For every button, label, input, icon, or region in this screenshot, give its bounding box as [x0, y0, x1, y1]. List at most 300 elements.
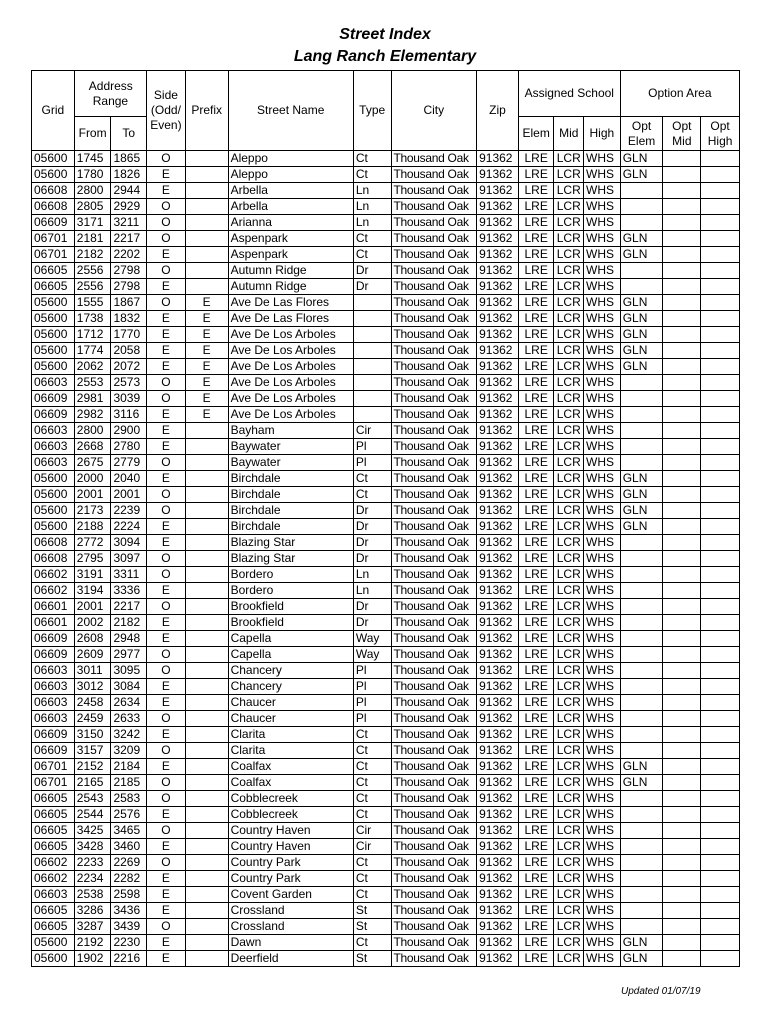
- opt-elem-cell: GLN: [620, 167, 663, 183]
- prefix-cell: [185, 599, 228, 615]
- zip-cell: 91362: [477, 871, 519, 887]
- prefix-cell: [185, 279, 228, 295]
- high-cell: WHS: [584, 327, 621, 343]
- high-cell: WHS: [584, 951, 621, 967]
- to-cell: 2633: [111, 711, 147, 727]
- opt-high-cell: [701, 167, 740, 183]
- from-cell: 2675: [74, 455, 111, 471]
- high-cell: WHS: [584, 647, 621, 663]
- type-cell: Cir: [353, 423, 391, 439]
- grid-cell: 06602: [32, 855, 75, 871]
- prefix-cell: [185, 471, 228, 487]
- opt-high-cell: [701, 823, 740, 839]
- street-name-cell: Birchdale: [228, 487, 353, 503]
- from-cell: 3011: [74, 663, 111, 679]
- high-cell: WHS: [584, 151, 621, 167]
- high-cell: WHS: [584, 311, 621, 327]
- prefix-cell: [185, 871, 228, 887]
- grid-cell: 06603: [32, 679, 75, 695]
- opt-high-cell: [701, 791, 740, 807]
- to-cell: 2217: [111, 599, 147, 615]
- street-name-cell: Deerfield: [228, 951, 353, 967]
- opt-elem-cell: [620, 567, 663, 583]
- side-cell: E: [147, 343, 186, 359]
- street-name-cell: Ave De Los Arboles: [228, 359, 353, 375]
- opt-mid-cell: [663, 583, 701, 599]
- opt-high-cell: [701, 567, 740, 583]
- opt-mid-cell: [663, 615, 701, 631]
- prefix-cell: [185, 439, 228, 455]
- opt-mid-cell: [663, 887, 701, 903]
- opt-mid-cell: [663, 807, 701, 823]
- prefix-cell: [185, 647, 228, 663]
- zip-cell: 91362: [477, 247, 519, 263]
- opt-elem-cell: [620, 695, 663, 711]
- zip-cell: 91362: [477, 551, 519, 567]
- city-cell: Thousand Oak: [391, 231, 477, 247]
- opt-mid-cell: [663, 935, 701, 951]
- opt-high-cell: [701, 311, 740, 327]
- high-cell: WHS: [584, 743, 621, 759]
- prefix-cell: [185, 151, 228, 167]
- type-cell: [353, 327, 391, 343]
- elem-cell: LRE: [518, 263, 554, 279]
- address-range-header: Address Range: [74, 71, 146, 117]
- type-cell: Ct: [353, 151, 391, 167]
- elem-cell: LRE: [518, 711, 554, 727]
- city-cell: Thousand Oak: [391, 743, 477, 759]
- street-name-cell: Crossland: [228, 903, 353, 919]
- mid-cell: LCR: [554, 343, 584, 359]
- prefix-cell: [185, 839, 228, 855]
- type-cell: Ct: [353, 935, 391, 951]
- mid-cell: LCR: [554, 583, 584, 599]
- table-row: [32, 759, 740, 775]
- opt-elem-cell: [620, 855, 663, 871]
- high-cell: WHS: [584, 855, 621, 871]
- from-cell: 2234: [74, 871, 111, 887]
- city-cell: Thousand Oak: [391, 183, 477, 199]
- city-cell: Thousand Oak: [391, 295, 477, 311]
- opt-elem-header: Opt Elem: [620, 117, 663, 151]
- zip-cell: 91362: [477, 599, 519, 615]
- high-cell: WHS: [584, 167, 621, 183]
- type-cell: [353, 375, 391, 391]
- prefix-cell: [185, 743, 228, 759]
- elem-cell: LRE: [518, 359, 554, 375]
- type-cell: Way: [353, 647, 391, 663]
- type-cell: Pl: [353, 455, 391, 471]
- opt-high-cell: [701, 215, 740, 231]
- zip-cell: 91362: [477, 647, 519, 663]
- grid-cell: 05600: [32, 295, 75, 311]
- to-cell: 3209: [111, 743, 147, 759]
- city-cell: Thousand Oak: [391, 551, 477, 567]
- table-row: [32, 855, 740, 871]
- opt-mid-header: Opt Mid: [663, 117, 701, 151]
- opt-elem-cell: [620, 711, 663, 727]
- to-cell: 2929: [111, 199, 147, 215]
- elem-cell: LRE: [518, 151, 554, 167]
- opt-mid-cell: [663, 711, 701, 727]
- from-cell: 2458: [74, 695, 111, 711]
- from-cell: 2668: [74, 439, 111, 455]
- zip-cell: 91362: [477, 199, 519, 215]
- grid-cell: 05600: [32, 359, 75, 375]
- prefix-cell: E: [185, 407, 228, 423]
- opt-elem-cell: [620, 631, 663, 647]
- zip-cell: 91362: [477, 391, 519, 407]
- opt-high-cell: [701, 439, 740, 455]
- table-row: [32, 263, 740, 279]
- opt-high-cell: [701, 759, 740, 775]
- to-cell: 1865: [111, 151, 147, 167]
- zip-cell: 91362: [477, 439, 519, 455]
- opt-high-cell: [701, 599, 740, 615]
- table-row: [32, 151, 740, 167]
- elem-cell: LRE: [518, 423, 554, 439]
- city-cell: Thousand Oak: [391, 311, 477, 327]
- zip-cell: 91362: [477, 743, 519, 759]
- zip-cell: 91362: [477, 631, 519, 647]
- zip-cell: 91362: [477, 935, 519, 951]
- opt-elem-cell: [620, 679, 663, 695]
- table-row: [32, 327, 740, 343]
- elem-cell: LRE: [518, 663, 554, 679]
- opt-mid-cell: [663, 327, 701, 343]
- side-cell: O: [147, 919, 186, 935]
- grid-cell: 06605: [32, 807, 75, 823]
- opt-high-cell: [701, 663, 740, 679]
- elem-cell: LRE: [518, 183, 554, 199]
- elem-cell: LRE: [518, 807, 554, 823]
- opt-elem-cell: GLN: [620, 231, 663, 247]
- table-row: [32, 455, 740, 471]
- prefix-cell: [185, 183, 228, 199]
- opt-high-header: Opt High: [701, 117, 740, 151]
- type-cell: Dr: [353, 551, 391, 567]
- mid-cell: LCR: [554, 695, 584, 711]
- type-cell: Ct: [353, 727, 391, 743]
- street-name-cell: Baywater: [228, 455, 353, 471]
- zip-cell: 91362: [477, 231, 519, 247]
- side-cell: E: [147, 727, 186, 743]
- elem-cell: LRE: [518, 311, 554, 327]
- elem-cell: LRE: [518, 743, 554, 759]
- street-name-cell: Bayham: [228, 423, 353, 439]
- table-row: [32, 823, 740, 839]
- mid-cell: LCR: [554, 423, 584, 439]
- high-cell: WHS: [584, 247, 621, 263]
- high-cell: WHS: [584, 567, 621, 583]
- from-cell: 2538: [74, 887, 111, 903]
- side-cell: O: [147, 503, 186, 519]
- prefix-cell: [185, 263, 228, 279]
- high-cell: WHS: [584, 263, 621, 279]
- opt-elem-cell: [620, 615, 663, 631]
- high-cell: WHS: [584, 551, 621, 567]
- mid-cell: LCR: [554, 839, 584, 855]
- to-cell: 1832: [111, 311, 147, 327]
- to-cell: 2779: [111, 455, 147, 471]
- opt-mid-cell: [663, 359, 701, 375]
- city-cell: Thousand Oak: [391, 615, 477, 631]
- grid-cell: 06603: [32, 695, 75, 711]
- from-cell: 2165: [74, 775, 111, 791]
- opt-high-cell: [701, 455, 740, 471]
- street-name-cell: Birchdale: [228, 519, 353, 535]
- table-row: [32, 775, 740, 791]
- high-cell: WHS: [584, 711, 621, 727]
- high-cell: WHS: [584, 343, 621, 359]
- mid-cell: LCR: [554, 327, 584, 343]
- table-row: [32, 647, 740, 663]
- city-cell: Thousand Oak: [391, 727, 477, 743]
- table-row: [32, 567, 740, 583]
- mid-cell: LCR: [554, 807, 584, 823]
- side-cell: O: [147, 151, 186, 167]
- mid-cell: LCR: [554, 519, 584, 535]
- from-cell: 2982: [74, 407, 111, 423]
- opt-mid-cell: [663, 151, 701, 167]
- to-cell: 2576: [111, 807, 147, 823]
- to-cell: 2780: [111, 439, 147, 455]
- zip-header: Zip: [477, 71, 519, 151]
- mid-cell: LCR: [554, 183, 584, 199]
- opt-high-cell: [701, 231, 740, 247]
- elem-cell: LRE: [518, 903, 554, 919]
- city-cell: Thousand Oak: [391, 807, 477, 823]
- from-cell: 3171: [74, 215, 111, 231]
- table-row: [32, 167, 740, 183]
- opt-elem-cell: [620, 823, 663, 839]
- city-cell: Thousand Oak: [391, 439, 477, 455]
- high-cell: WHS: [584, 663, 621, 679]
- side-cell: E: [147, 439, 186, 455]
- mid-cell: LCR: [554, 919, 584, 935]
- opt-elem-cell: GLN: [620, 759, 663, 775]
- grid-header: Grid: [32, 71, 75, 151]
- grid-cell: 06605: [32, 791, 75, 807]
- side-cell: O: [147, 663, 186, 679]
- opt-mid-cell: [663, 471, 701, 487]
- elem-cell: LRE: [518, 215, 554, 231]
- opt-high-cell: [701, 263, 740, 279]
- city-cell: Thousand Oak: [391, 487, 477, 503]
- opt-mid-cell: [663, 247, 701, 263]
- to-cell: 2217: [111, 231, 147, 247]
- to-cell: 3116: [111, 407, 147, 423]
- opt-high-cell: [701, 887, 740, 903]
- opt-elem-cell: GLN: [620, 951, 663, 967]
- to-cell: 1770: [111, 327, 147, 343]
- side-cell: O: [147, 455, 186, 471]
- elem-cell: LRE: [518, 631, 554, 647]
- table-row: [32, 519, 740, 535]
- side-cell: O: [147, 199, 186, 215]
- type-cell: [353, 295, 391, 311]
- mid-cell: LCR: [554, 471, 584, 487]
- type-cell: Pl: [353, 711, 391, 727]
- side-cell: O: [147, 551, 186, 567]
- mid-cell: LCR: [554, 743, 584, 759]
- side-cell: E: [147, 471, 186, 487]
- grid-cell: 06605: [32, 263, 75, 279]
- side-cell: E: [147, 631, 186, 647]
- mid-cell: LCR: [554, 407, 584, 423]
- side-cell: E: [147, 247, 186, 263]
- from-cell: 1902: [74, 951, 111, 967]
- opt-high-cell: [701, 951, 740, 967]
- zip-cell: 91362: [477, 375, 519, 391]
- opt-high-cell: [701, 375, 740, 391]
- mid-cell: LCR: [554, 199, 584, 215]
- prefix-cell: [185, 679, 228, 695]
- street-name-cell: Ave De Las Flores: [228, 295, 353, 311]
- mid-cell: LCR: [554, 247, 584, 263]
- street-name-cell: Aspenpark: [228, 231, 353, 247]
- from-cell: 2233: [74, 855, 111, 871]
- to-cell: 2598: [111, 887, 147, 903]
- side-cell: O: [147, 823, 186, 839]
- opt-high-cell: [701, 295, 740, 311]
- to-cell: 2269: [111, 855, 147, 871]
- city-cell: Thousand Oak: [391, 199, 477, 215]
- elem-cell: LRE: [518, 231, 554, 247]
- side-cell: O: [147, 215, 186, 231]
- table-row: [32, 439, 740, 455]
- opt-mid-cell: [663, 903, 701, 919]
- mid-cell: LCR: [554, 295, 584, 311]
- table-row: [32, 935, 740, 951]
- to-cell: 1826: [111, 167, 147, 183]
- zip-cell: 91362: [477, 695, 519, 711]
- opt-high-cell: [701, 247, 740, 263]
- zip-cell: 91362: [477, 167, 519, 183]
- high-cell: WHS: [584, 391, 621, 407]
- from-cell: 2192: [74, 935, 111, 951]
- prefix-cell: [185, 695, 228, 711]
- table-row: [32, 711, 740, 727]
- type-cell: Ct: [353, 775, 391, 791]
- table-row: [32, 631, 740, 647]
- street-name-cell: Chancery: [228, 679, 353, 695]
- type-cell: Pl: [353, 695, 391, 711]
- mid-cell: LCR: [554, 887, 584, 903]
- side-cell: O: [147, 647, 186, 663]
- zip-cell: 91362: [477, 775, 519, 791]
- high-cell: WHS: [584, 455, 621, 471]
- opt-mid-cell: [663, 183, 701, 199]
- side-cell: O: [147, 711, 186, 727]
- street-name-header: Street Name: [228, 71, 353, 151]
- opt-elem-cell: [620, 807, 663, 823]
- from-cell: 3286: [74, 903, 111, 919]
- from-cell: 1774: [74, 343, 111, 359]
- elem-cell: LRE: [518, 599, 554, 615]
- from-cell: 3194: [74, 583, 111, 599]
- type-cell: [353, 359, 391, 375]
- from-cell: 1738: [74, 311, 111, 327]
- high-cell: WHS: [584, 759, 621, 775]
- zip-cell: 91362: [477, 343, 519, 359]
- street-name-cell: Crossland: [228, 919, 353, 935]
- opt-elem-cell: GLN: [620, 359, 663, 375]
- zip-cell: 91362: [477, 903, 519, 919]
- opt-mid-cell: [663, 375, 701, 391]
- opt-high-cell: [701, 807, 740, 823]
- opt-mid-cell: [663, 551, 701, 567]
- city-cell: Thousand Oak: [391, 583, 477, 599]
- street-name-cell: Bordero: [228, 567, 353, 583]
- grid-cell: 05600: [32, 951, 75, 967]
- mid-cell: LCR: [554, 263, 584, 279]
- opt-mid-cell: [663, 631, 701, 647]
- grid-cell: 05600: [32, 327, 75, 343]
- opt-elem-cell: GLN: [620, 487, 663, 503]
- city-cell: Thousand Oak: [391, 407, 477, 423]
- grid-cell: 06603: [32, 711, 75, 727]
- opt-high-cell: [701, 519, 740, 535]
- grid-cell: 06602: [32, 567, 75, 583]
- elem-cell: LRE: [518, 407, 554, 423]
- prefix-cell: E: [185, 311, 228, 327]
- street-name-cell: Ave De Los Arboles: [228, 391, 353, 407]
- table-row: [32, 807, 740, 823]
- prefix-cell: [185, 567, 228, 583]
- from-cell: 2543: [74, 791, 111, 807]
- opt-elem-cell: GLN: [620, 327, 663, 343]
- type-cell: Ct: [353, 887, 391, 903]
- high-cell: WHS: [584, 423, 621, 439]
- opt-high-cell: [701, 471, 740, 487]
- from-cell: 2002: [74, 615, 111, 631]
- to-cell: 3094: [111, 535, 147, 551]
- high-cell: WHS: [584, 359, 621, 375]
- zip-cell: 91362: [477, 759, 519, 775]
- mid-cell: LCR: [554, 455, 584, 471]
- street-index-table: [31, 70, 740, 967]
- zip-cell: 91362: [477, 887, 519, 903]
- from-cell: 1745: [74, 151, 111, 167]
- type-cell: [353, 407, 391, 423]
- zip-cell: 91362: [477, 807, 519, 823]
- table-row: [32, 215, 740, 231]
- to-cell: 2072: [111, 359, 147, 375]
- table-row: [32, 839, 740, 855]
- street-name-cell: Ave De Los Arboles: [228, 375, 353, 391]
- from-cell: 2062: [74, 359, 111, 375]
- from-cell: 2173: [74, 503, 111, 519]
- side-cell: E: [147, 327, 186, 343]
- to-cell: 2230: [111, 935, 147, 951]
- from-cell: 2459: [74, 711, 111, 727]
- opt-high-cell: [701, 935, 740, 951]
- side-cell: O: [147, 487, 186, 503]
- from-cell: 2182: [74, 247, 111, 263]
- opt-mid-cell: [663, 215, 701, 231]
- prefix-cell: [185, 519, 228, 535]
- from-cell: 2981: [74, 391, 111, 407]
- zip-cell: 91362: [477, 215, 519, 231]
- from-cell: 3428: [74, 839, 111, 855]
- street-name-cell: Clarita: [228, 727, 353, 743]
- type-cell: Ln: [353, 199, 391, 215]
- elem-cell: LRE: [518, 823, 554, 839]
- side-cell: O: [147, 263, 186, 279]
- street-name-cell: Country Haven: [228, 839, 353, 855]
- from-cell: 1555: [74, 295, 111, 311]
